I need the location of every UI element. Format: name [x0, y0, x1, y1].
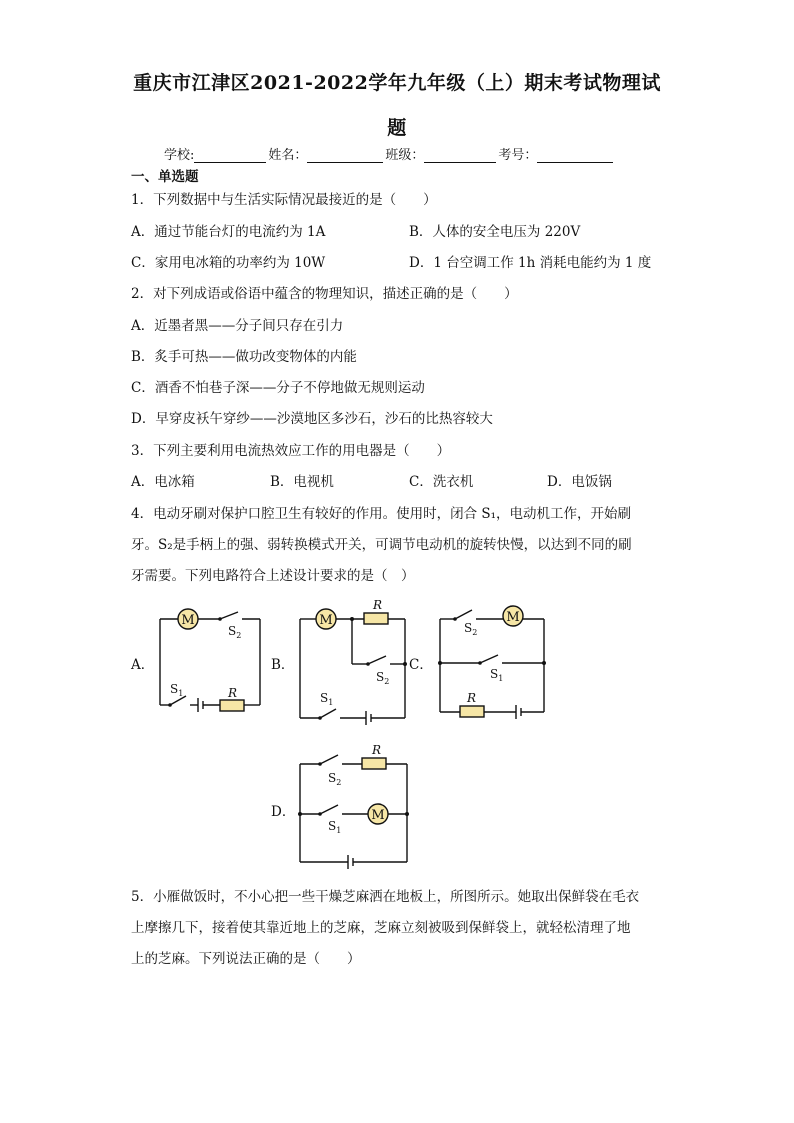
switch-s1-sub: 1 — [336, 826, 342, 835]
q2-option-a[interactable]: A．近墨者黑——分子间只存在引力 — [131, 318, 344, 334]
exam-number-blank[interactable] — [537, 149, 613, 163]
q4-stem-line2: 牙。S₂是手柄上的强、弱转换模式开关，可调节电动机的旋转快慢，以达到不同的刷 — [131, 537, 632, 553]
switch-s2-sub: 2 — [336, 778, 342, 787]
school-label: 学校: — [164, 148, 195, 163]
name-label: 姓名： — [268, 148, 308, 163]
switch-s1-sub: 1 — [498, 674, 504, 683]
svg-text:S1 — [170, 682, 183, 698]
q3-option-d[interactable]: D．电饭锅 — [547, 474, 612, 490]
exam-title-line1: 重庆市江津区2021-2022学年九年级（上）期末考试物理试 — [133, 72, 661, 94]
q1-option-b[interactable]: B．人体的安全电压为 220V — [409, 224, 581, 240]
section-single-choice: 一、单选题 — [131, 169, 199, 185]
class-label: 班级： — [385, 148, 425, 163]
switch-s2-symbol: S — [464, 621, 473, 635]
motor-symbol: M — [506, 610, 520, 625]
svg-text:S2 — [376, 670, 389, 686]
q1-stem: 1．下列数据中与生活实际情况最接近的是（ ） — [131, 192, 437, 208]
q3-stem: 3．下列主要利用电流热效应工作的用电器是（ ） — [131, 443, 451, 459]
q5-stem-line3: 上的芝麻。下列说法正确的是（ ） — [131, 951, 361, 967]
motor-symbol: M — [371, 808, 385, 823]
switch-s1-symbol: S — [490, 667, 499, 681]
q2-stem: 2．对下列成语或俗语中蕴含的物理知识，描述正确的是（ ） — [131, 286, 518, 302]
svg-text:S1 — [490, 667, 503, 683]
circuit-diagram-c[interactable] — [430, 596, 555, 721]
q1-option-d[interactable]: D．1 台空调工作 1h 消耗电能约为 1 度 — [409, 255, 652, 271]
svg-text:S2 — [464, 621, 477, 637]
switch-s1-sub: 1 — [178, 689, 184, 698]
motor-symbol: M — [181, 613, 195, 628]
switch-s1-symbol: S — [320, 691, 329, 705]
switch-s2-symbol: S — [376, 670, 385, 684]
q4-option-d-label[interactable]: D． — [271, 804, 296, 820]
circuit-diagram-a[interactable] — [150, 600, 270, 725]
q4-stem-line1: 4．电动牙刷对保护口腔卫生有较好的作用。使用时，闭合 S₁，电动机工作，开始刷 — [131, 506, 632, 522]
q2-option-d[interactable]: D．早穿皮袄午穿纱——沙漠地区多沙石，沙石的比热容较大 — [131, 411, 493, 427]
resistor-symbol: R — [467, 691, 477, 705]
resistor-icon — [220, 700, 244, 711]
switch-s1-symbol: S — [328, 819, 337, 833]
switch-s1-symbol: S — [170, 682, 179, 696]
q1-option-a[interactable]: A．通过节能台灯的电流约为 1A — [131, 224, 326, 240]
resistor-symbol: R — [228, 686, 238, 700]
motor-symbol: M — [319, 613, 333, 628]
q2-option-b[interactable]: B．炙手可热——做功改变物体的内能 — [131, 349, 357, 365]
svg-text:S2 — [328, 771, 341, 787]
circuit-diagram-d[interactable] — [290, 742, 415, 872]
resistor-icon — [362, 758, 386, 769]
school-blank[interactable] — [194, 149, 266, 163]
name-blank[interactable] — [307, 149, 383, 163]
q3-option-a[interactable]: A．电冰箱 — [131, 474, 195, 490]
resistor-icon — [364, 613, 388, 624]
switch-s2-symbol: S — [328, 771, 337, 785]
circuit-diagram-b[interactable] — [290, 598, 415, 728]
switch-s2-sub: 2 — [384, 677, 390, 686]
svg-text:S1 — [328, 819, 341, 835]
switch-s2-symbol: S — [228, 624, 237, 638]
student-info-line — [164, 144, 615, 163]
resistor-symbol: R — [372, 743, 382, 757]
switch-s2-sub: 2 — [472, 628, 478, 637]
q5-stem-line1: 5．小雁做饭时，不小心把一些干燥芝麻洒在地板上，所图所示。她取出保鲜袋在毛衣 — [131, 889, 640, 905]
svg-text:S2 — [228, 624, 241, 640]
q4-option-a-label[interactable]: A． — [131, 657, 155, 673]
q3-option-c[interactable]: C．洗衣机 — [409, 474, 474, 490]
q1-option-c[interactable]: C．家用电冰箱的功率约为 10W — [131, 255, 326, 271]
switch-s2-sub: 2 — [236, 631, 242, 640]
svg-text:S1 — [320, 691, 333, 707]
q4-option-c-label[interactable]: C． — [409, 657, 433, 673]
q4-option-b-label[interactable]: B． — [271, 657, 295, 673]
class-blank[interactable] — [424, 149, 496, 163]
exam-title-line2: 题 — [387, 117, 407, 139]
q5-stem-line2: 上摩擦几下，接着使其靠近地上的芝麻，芝麻立刻被吸到保鲜袋上，就轻松清理了地 — [131, 920, 631, 936]
q2-option-c[interactable]: C．酒香不怕巷子深——分子不停地做无规则运动 — [131, 380, 425, 396]
resistor-symbol: R — [373, 598, 383, 612]
exam-number-label: 考号： — [498, 148, 538, 163]
switch-s1-sub: 1 — [328, 698, 334, 707]
resistor-icon — [460, 706, 484, 717]
q3-option-b[interactable]: B．电视机 — [270, 474, 334, 490]
q4-stem-line3: 牙需要。下列电路符合上述设计要求的是（ ） — [131, 568, 415, 584]
